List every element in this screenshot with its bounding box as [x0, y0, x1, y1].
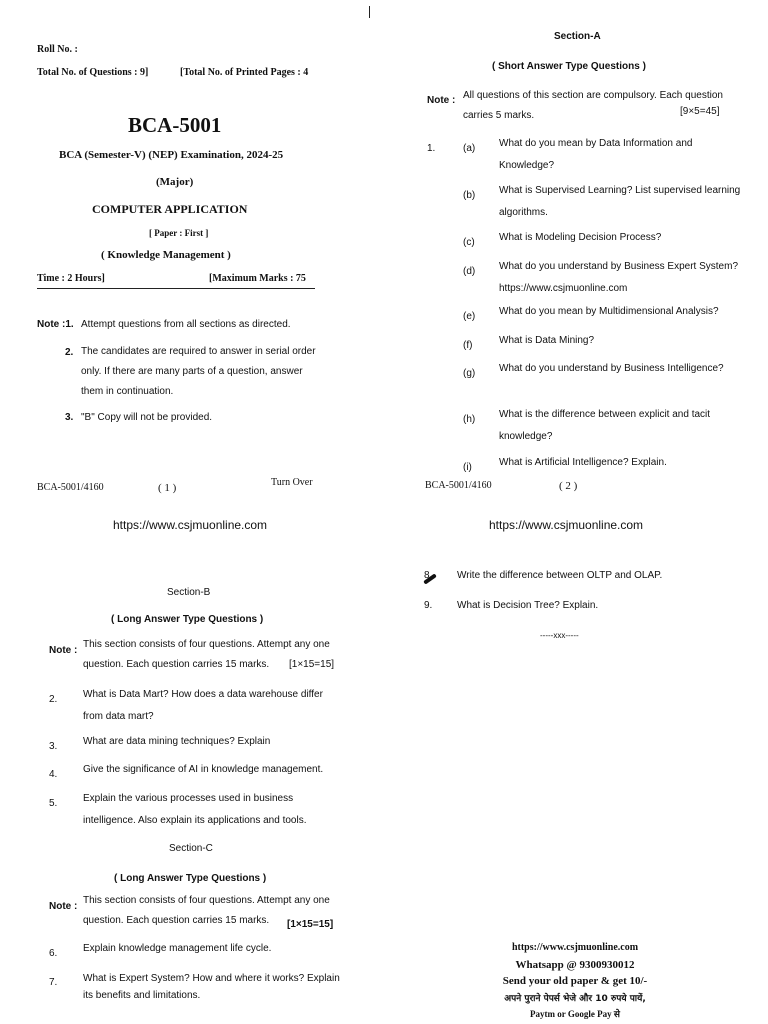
part-label: (b) [463, 190, 476, 201]
section-b-note-label: Note : [49, 645, 78, 656]
section-c-subtitle: ( Long Answer Type Questions ) [114, 873, 267, 884]
section-c-note-text: This section consists of four questions. Attempt any one question. Each question carries 15 marks. [83, 895, 330, 926]
section-b-marks: [1×15=15] [289, 659, 335, 670]
section-a-title: Section-A [554, 31, 601, 42]
part-text: What is Modeling Decision Process? [499, 232, 662, 243]
question-text: Explain the various processes used in business intelligence. Also explain its applications and tools. [83, 793, 307, 826]
paper-number: [ Paper : First ] [149, 228, 209, 238]
page-1-number: ( 1 ) [158, 482, 177, 494]
question-text: What is Expert System? How and where it works? Explain its benefits and limitations. [83, 973, 340, 1001]
exam-title: BCA (Semester-V) (NEP) Examination, 2024-25 [59, 149, 284, 161]
part-text: What do you understand by Business Expert System? https://www.csjmuonline.com [499, 261, 739, 294]
page-2-number: ( 2 ) [559, 480, 578, 492]
question-number: 9. [424, 600, 433, 611]
note-3-text: "B" Copy will not be provided. [81, 412, 213, 423]
part-label: (h) [463, 414, 476, 425]
part-label: (g) [463, 368, 476, 379]
section-a-note-label: Note : [427, 95, 456, 106]
header-divider [37, 288, 315, 289]
question-number: 7. [49, 977, 58, 988]
note-2-number: 2. [65, 347, 74, 358]
section-a-marks: [9×5=45] [680, 106, 720, 117]
part-text: What is Supervised Learning? List supervised learning algorithms. [499, 185, 741, 218]
turn-over: Turn Over [271, 477, 313, 488]
part-label: (e) [463, 311, 476, 322]
total-printed-pages: [Total No. of Printed Pages : 4 [180, 67, 309, 78]
section-c-note-label: Note : [49, 901, 78, 912]
question-number: 8. [424, 570, 433, 581]
section-b-subtitle: ( Long Answer Type Questions ) [111, 614, 264, 625]
note-label: Note :1. [37, 319, 74, 330]
maximum-marks: [Maximum Marks : 75 [209, 273, 306, 284]
part-text: What is Data Mining? [499, 335, 595, 346]
part-text: What do you mean by Multidimensional Analysis? [499, 306, 719, 317]
exam-major: (Major) [156, 176, 194, 188]
part-label: (d) [463, 266, 476, 277]
part-label: (i) [463, 462, 472, 473]
note-2-text: The candidates are required to answer in serial order only. If there are many parts of a question, answer them in continuation. [81, 346, 316, 397]
roll-number-label: Roll No. : [37, 44, 78, 55]
page-1-footer-code: BCA-5001/4160 [37, 482, 104, 493]
part-text: What do you understand by Business Intelligence? [499, 363, 724, 374]
subject-name: COMPUTER APPLICATION [92, 202, 248, 216]
question-number: 6. [49, 948, 58, 959]
fold-mark [369, 6, 370, 18]
question-1-number: 1. [427, 143, 436, 154]
page-2-footer-code: BCA-5001/4160 [425, 480, 492, 491]
end-of-paper: -----xxx----- [540, 631, 579, 640]
note-3-number: 3. [65, 412, 74, 423]
section-c-title: Section-C [169, 843, 213, 854]
question-number: 3. [49, 741, 58, 752]
question-text: Give the significance of AI in knowledge management. [83, 764, 324, 775]
exam-time: Time : 2 Hours] [37, 273, 105, 284]
question-text: What are data mining techniques? Explain [83, 736, 271, 747]
section-a-subtitle: ( Short Answer Type Questions ) [492, 61, 646, 72]
question-number: 5. [49, 798, 58, 809]
part-text: What do you mean by Data Information and Knowledge? [499, 138, 693, 171]
paper-code-title: BCA-5001 [128, 113, 222, 137]
question-text: Explain knowledge management life cycle. [83, 943, 272, 954]
promo-offer: Send your old paper & get 10/- [502, 975, 648, 987]
question-text: What is Decision Tree? Explain. [457, 600, 599, 611]
part-label: (a) [463, 143, 476, 154]
question-text: Write the difference between OLTP and OLAP. [457, 570, 663, 581]
paper-topic: ( Knowledge Management ) [101, 249, 231, 261]
promo-hindi: अपने पुराने पेपर्स भेजे और 10 रुपये पायें, [504, 994, 646, 1004]
part-label: (f) [463, 340, 473, 351]
page-4-url: https://www.csjmuonline.com [489, 518, 644, 532]
section-a-note-text: All questions of this section are compulsory. Each question carries 5 marks. [463, 90, 723, 121]
section-c-marks: [1×15=15] [287, 919, 334, 930]
page-3-url: https://www.csjmuonline.com [113, 518, 268, 532]
promo-payment: Paytm or Google Pay से [530, 1009, 620, 1019]
promo-whatsapp: Whatsapp @ 9300930012 [515, 959, 635, 971]
question-text: What is Data Mart? How does a data warehouse differ from data mart? [83, 689, 323, 722]
question-number: 4. [49, 769, 58, 780]
part-text: What is the difference between explicit and tacit knowledge? [499, 409, 711, 442]
part-text: What is Artificial Intelligence? Explain. [499, 457, 667, 468]
promo-url: https://www.csjmuonline.com [511, 942, 639, 953]
note-1-text: Attempt questions from all sections as directed. [81, 319, 291, 330]
section-b-title: Section-B [167, 587, 211, 598]
part-label: (c) [463, 237, 475, 248]
question-number: 2. [49, 694, 58, 705]
section-b-note-text: This section consists of four questions. Attempt any one question. Each question carries 15 marks. [83, 639, 330, 670]
total-questions: Total No. of Questions : 9] [37, 67, 149, 78]
